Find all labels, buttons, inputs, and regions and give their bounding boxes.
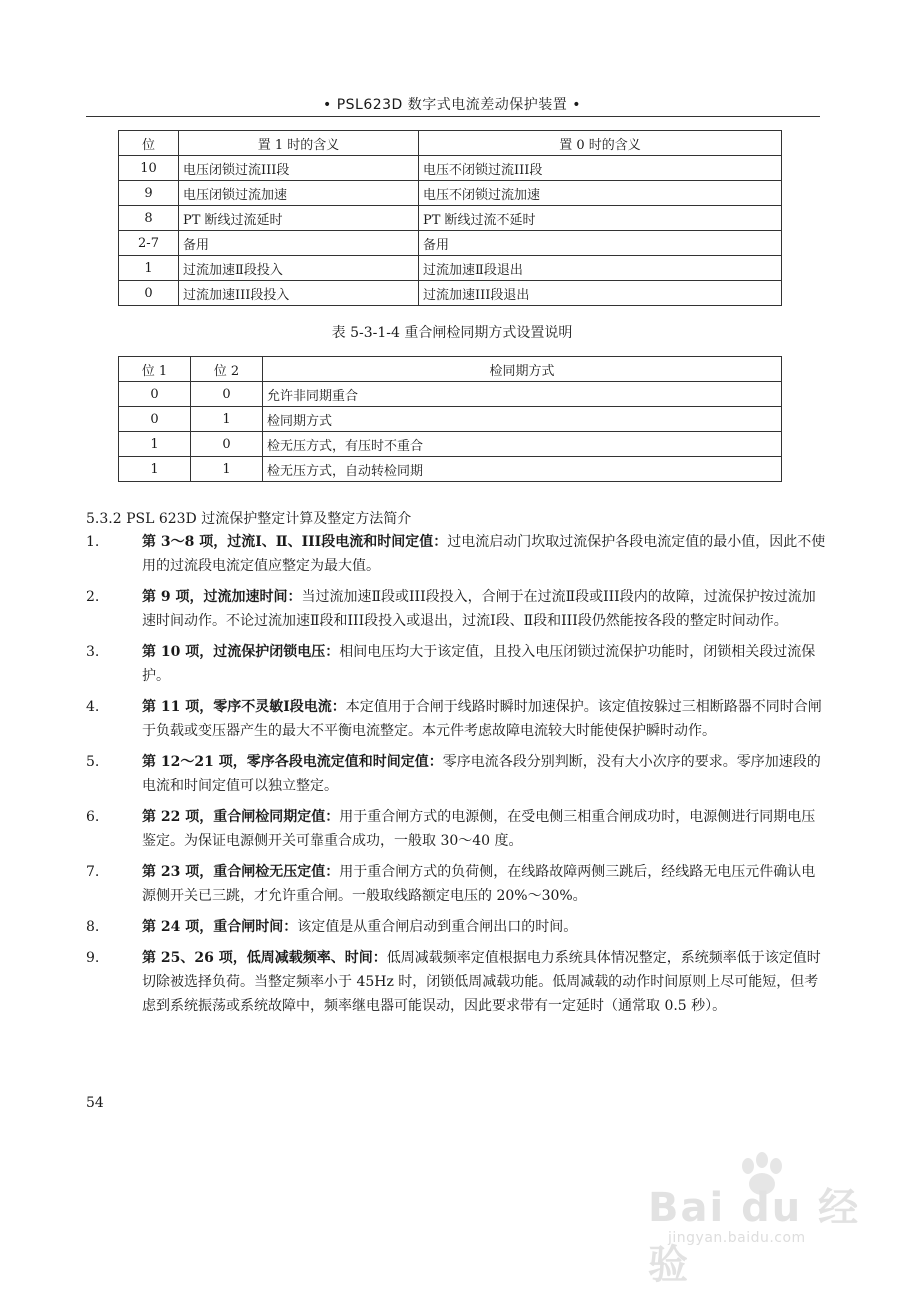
- item-number: 4.: [86, 699, 100, 715]
- table-row: [119, 206, 782, 231]
- list-item: [86, 750, 826, 798]
- header-rule: [86, 116, 820, 117]
- table-cell: 0: [191, 432, 263, 457]
- table-row: [119, 457, 782, 482]
- table-caption: 表 5-3-1-4 重合闸检同期方式设置说明: [331, 325, 573, 341]
- table-cell: 0: [119, 281, 179, 306]
- item-number: 1.: [86, 534, 100, 550]
- item-number: 3.: [86, 644, 100, 660]
- table-cell: 10: [119, 156, 179, 181]
- table-header-row: [119, 357, 782, 382]
- table-header-cell: 位 2: [191, 357, 263, 382]
- item-heading: 第 12～21 项，零序各段电流定值和时间定值：: [142, 754, 443, 770]
- sync-mode-table: [118, 356, 782, 482]
- table-row: [119, 256, 782, 281]
- table-cell: PT 断线过流延时: [179, 206, 419, 231]
- item-number: 2.: [86, 589, 100, 605]
- list-item: [86, 860, 826, 908]
- list-item: [86, 805, 826, 853]
- table-row: [119, 407, 782, 432]
- item-heading: 第 3～8 项，过流Ⅰ、Ⅱ、III段电流和时间定值：: [142, 534, 448, 550]
- table-cell: 0: [119, 382, 191, 407]
- table-cell: 备用: [179, 231, 419, 256]
- table-header-cell: 位 1: [119, 357, 191, 382]
- item-number: 6.: [86, 809, 100, 825]
- table-cell: 过流加速Ⅱ段投入: [179, 256, 419, 281]
- table-cell: 电压闭锁过流加速: [179, 181, 419, 206]
- table-row: [119, 231, 782, 256]
- table-cell: 0: [191, 382, 263, 407]
- item-heading: 第 9 项，过流加速时间：: [142, 589, 302, 605]
- table-row: [119, 281, 782, 306]
- list-item: [86, 695, 826, 743]
- item-body: 用于重合闸方式的负荷侧，在线路故障两侧三跳后，经线路无电压元件确认电源侧开关已三跳，才允许重合闸。一般取线路额定电压的 20%～30%。: [142, 864, 816, 904]
- table-cell: 1: [191, 457, 263, 482]
- item-number: 7.: [86, 864, 100, 880]
- table-cell: 过流加速III段退出: [419, 281, 782, 306]
- item-body: 本定值用于合闸于线路时瞬时加速保护。该定值按躲过三相断路器不同时合闸于负载或变压器产生的最大不平衡电流整定。本元件考虑故障电流较大时能使保护瞬时动作。: [142, 699, 822, 739]
- table-cell: 1: [191, 407, 263, 432]
- table-cell: 检无压方式，有压时不重合: [263, 432, 782, 457]
- table-cell: 1: [119, 256, 179, 281]
- item-heading: 第 23 项，重合闸检无压定值：: [142, 864, 340, 880]
- table-header-cell: 位: [119, 131, 179, 156]
- table-header-cell: 置 1 时的含义: [179, 131, 419, 156]
- table-cell: 允许非同期重合: [263, 382, 782, 407]
- table-header-row: [119, 131, 782, 156]
- list-item: [86, 530, 826, 578]
- table-cell: 检无压方式，自动转检同期: [263, 457, 782, 482]
- list-item: [86, 946, 826, 1018]
- table-cell: 过流加速III段投入: [179, 281, 419, 306]
- table-row: [119, 432, 782, 457]
- watermark-logo-text: Bai du 经验: [648, 1185, 861, 1288]
- table-cell: 8: [119, 206, 179, 231]
- item-number: 5.: [86, 754, 100, 770]
- page-header: • PSL623D 数字式电流差动保护装置 •: [323, 97, 581, 113]
- table-row: [119, 156, 782, 181]
- list-item: [86, 640, 826, 688]
- list-item: [86, 585, 826, 633]
- table-header-cell: 检同期方式: [263, 357, 782, 382]
- item-body: 零序电流各段分别判断，没有大小次序的要求。零序加速段的电流和时间定值可以独立整定。: [142, 754, 821, 794]
- table-cell: 过流加速Ⅱ段退出: [419, 256, 782, 281]
- table-cell: 9: [119, 181, 179, 206]
- table-header-cell: 置 0 时的含义: [419, 131, 782, 156]
- item-body: 该定值是从重合闸启动到重合闸出口的时间。: [297, 919, 578, 935]
- item-heading: 第 10 项，过流保护闭锁电压：: [142, 644, 340, 660]
- item-list: [86, 530, 826, 1025]
- item-body: 相间电压均大于该定值，且投入电压闭锁过流保护功能时，闭锁相关段过流保护。: [142, 644, 816, 684]
- item-heading: 第 11 项，零序不灵敏Ⅰ段电流：: [142, 699, 346, 715]
- list-item: [86, 915, 826, 939]
- section-title: 5.3.2 PSL 623D 过流保护整定计算及整定方法简介: [86, 511, 412, 527]
- page-number: 54: [86, 1095, 104, 1111]
- table-cell: 电压不闭锁过流加速: [419, 181, 782, 206]
- table-cell: 2-7: [119, 231, 179, 256]
- item-body: 过电流启动门坎取过流保护各段电流定值的最小值，因此不使用的过流段电流定值应整定为最大值。: [142, 534, 826, 574]
- table-cell: 电压闭锁过流III段: [179, 156, 419, 181]
- baidu-jingyan-watermark: [640, 1150, 870, 1288]
- item-heading: 第 22 项，重合闸检同期定值：: [142, 809, 340, 825]
- table-row: [119, 382, 782, 407]
- item-body: 用于重合闸方式的电源侧，在受电侧三相重合闸成功时，电源侧进行同期电压鉴定。为保证电源侧开关可靠重合成功，一般取 30～40 度。: [142, 809, 816, 849]
- item-body: 低周减载频率定值根据电力系统具体情况整定，系统频率低于该定值时切除被选择负荷。当整定频率小于 45Hz 时，闭锁低周减载功能。低周减载的动作时间原则上尽可能短，但考虑到系统振荡或系统故障中，频率继电器可能误动，因此要求带有一定延时（通常取 0.5 秒）。: [142, 950, 821, 1014]
- table-cell: 1: [119, 457, 191, 482]
- item-heading: 第 25、26 项，低周减载频率、时间：: [142, 950, 387, 966]
- table-cell: 检同期方式: [263, 407, 782, 432]
- item-number: 8.: [86, 919, 100, 935]
- table-cell: 备用: [419, 231, 782, 256]
- table-cell: 电压不闭锁过流III段: [419, 156, 782, 181]
- table-row: [119, 181, 782, 206]
- item-number: 9.: [86, 950, 100, 966]
- bit-meaning-table: [118, 130, 782, 306]
- item-body: 当过流加速Ⅱ段或III段投入，合闸于在过流Ⅱ段或III段内的故障，过流保护按过流加速时间动作。不论过流加速Ⅱ段和III段投入或退出，过流Ⅰ段、Ⅱ段和III段仍然能按各段的整定时间动作。: [142, 589, 816, 629]
- item-heading: 第 24 项，重合闸时间：: [142, 919, 298, 935]
- table-cell: PT 断线过流不延时: [419, 206, 782, 231]
- table-cell: 0: [119, 407, 191, 432]
- watermark-url: jingyan.baidu.com: [668, 1230, 806, 1246]
- table-cell: 1: [119, 432, 191, 457]
